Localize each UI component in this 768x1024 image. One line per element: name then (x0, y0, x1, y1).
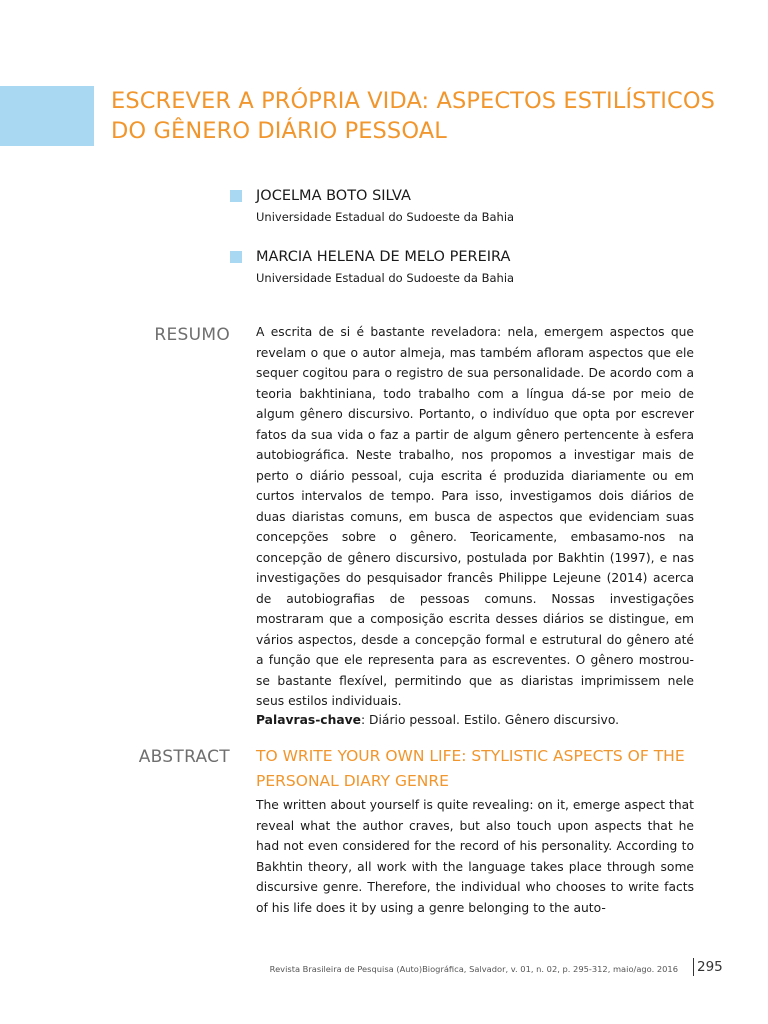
footer-citation: Revista Brasileira de Pesquisa (Auto)Biográfica, Salvador, v. 01, n. 02, p. 295-312, maio/ago. 2016 (269, 964, 678, 974)
author-affiliation: Universidade Estadual do Sudoeste da Bahia (256, 210, 515, 224)
decorative-blue-block (0, 86, 94, 146)
resumo-text: A escrita de si é bastante reveladora: nela, emergem aspectos que revelam o que o autor almeja, mas também afloram aspectos que ele sequer cogitou para o registro de sua personalidade. De acordo com a teoria bakhtiniana, todo trabalho com a língua dá-se por meio de algum gênero discursivo. Portanto, o indivíduo que opta por escrever fatos da sua vida o faz a partir de algum gênero pertencente à esfera autobiográfica. Neste trabalho, nos propomos a investigar mais de perto o diário pessoal, cuja escrita é produzida diariamente ou em curtos intervalos de tempo. Para isso, investigamos dois diários de duas diaristas comuns, em busca de aspectos que evidenciam suas concepções sobre o gênero. Teoricamente, embasamo-nos na concepção de gênero discursivo, postulada por Bakhtin (1997), e nas investigações do pesquisador francês Philippe Lejeune (2014) acerca de autobiografias de pessoas comuns. Nossas investigações mostraram que a composição escrita desses diários se distingue, em vários aspectos, desde a concepção formal e estrutural do gênero até a função que ele representa para as escreventes. O gênero mostrou-se bastante flexível, permitindo que as diaristas imprimissem nele seus estilos individuais. (256, 325, 694, 708)
keywords-label: Palavras-chave (256, 713, 361, 727)
author-name: MARCIA HELENA DE MELO PEREIRA (256, 249, 511, 265)
author-bullet-icon (230, 251, 242, 263)
abstract-label: ABSTRACT (138, 747, 230, 767)
abstract-text: The written about yourself is quite revealing: on it, emerge aspect that reveal what the author craves, but also touch upon aspects that he had not even considered for the record of his personality. According to Bakhtin theory, all work with the language takes place through some discursive genre. Therefore, the individual who chooses to write facts of his life does it by using a genre belonging to the auto- (256, 798, 694, 915)
footer-divider (693, 958, 694, 976)
author-affiliation: Universidade Estadual do Sudoeste da Bahia (256, 271, 515, 285)
abstract-title: TO WRITE YOUR OWN LIFE: STYLISTIC ASPECTS OF THE PERSONAL DIARY GENRE (256, 747, 685, 790)
page-number: 295 (697, 959, 723, 975)
author-name: JOCELMA BOTO SILVA (256, 188, 411, 204)
keywords-value: : Diário pessoal. Estilo. Gênero discursivo. (361, 713, 620, 727)
resumo-label: RESUMO (154, 325, 230, 345)
author-bullet-icon (230, 190, 242, 202)
keywords (256, 710, 694, 731)
article-title: ESCREVER A PRÓPRIA VIDA: ASPECTOS ESTILÍSTICOS DO GÊNERO DIÁRIO PESSOAL (111, 88, 716, 144)
